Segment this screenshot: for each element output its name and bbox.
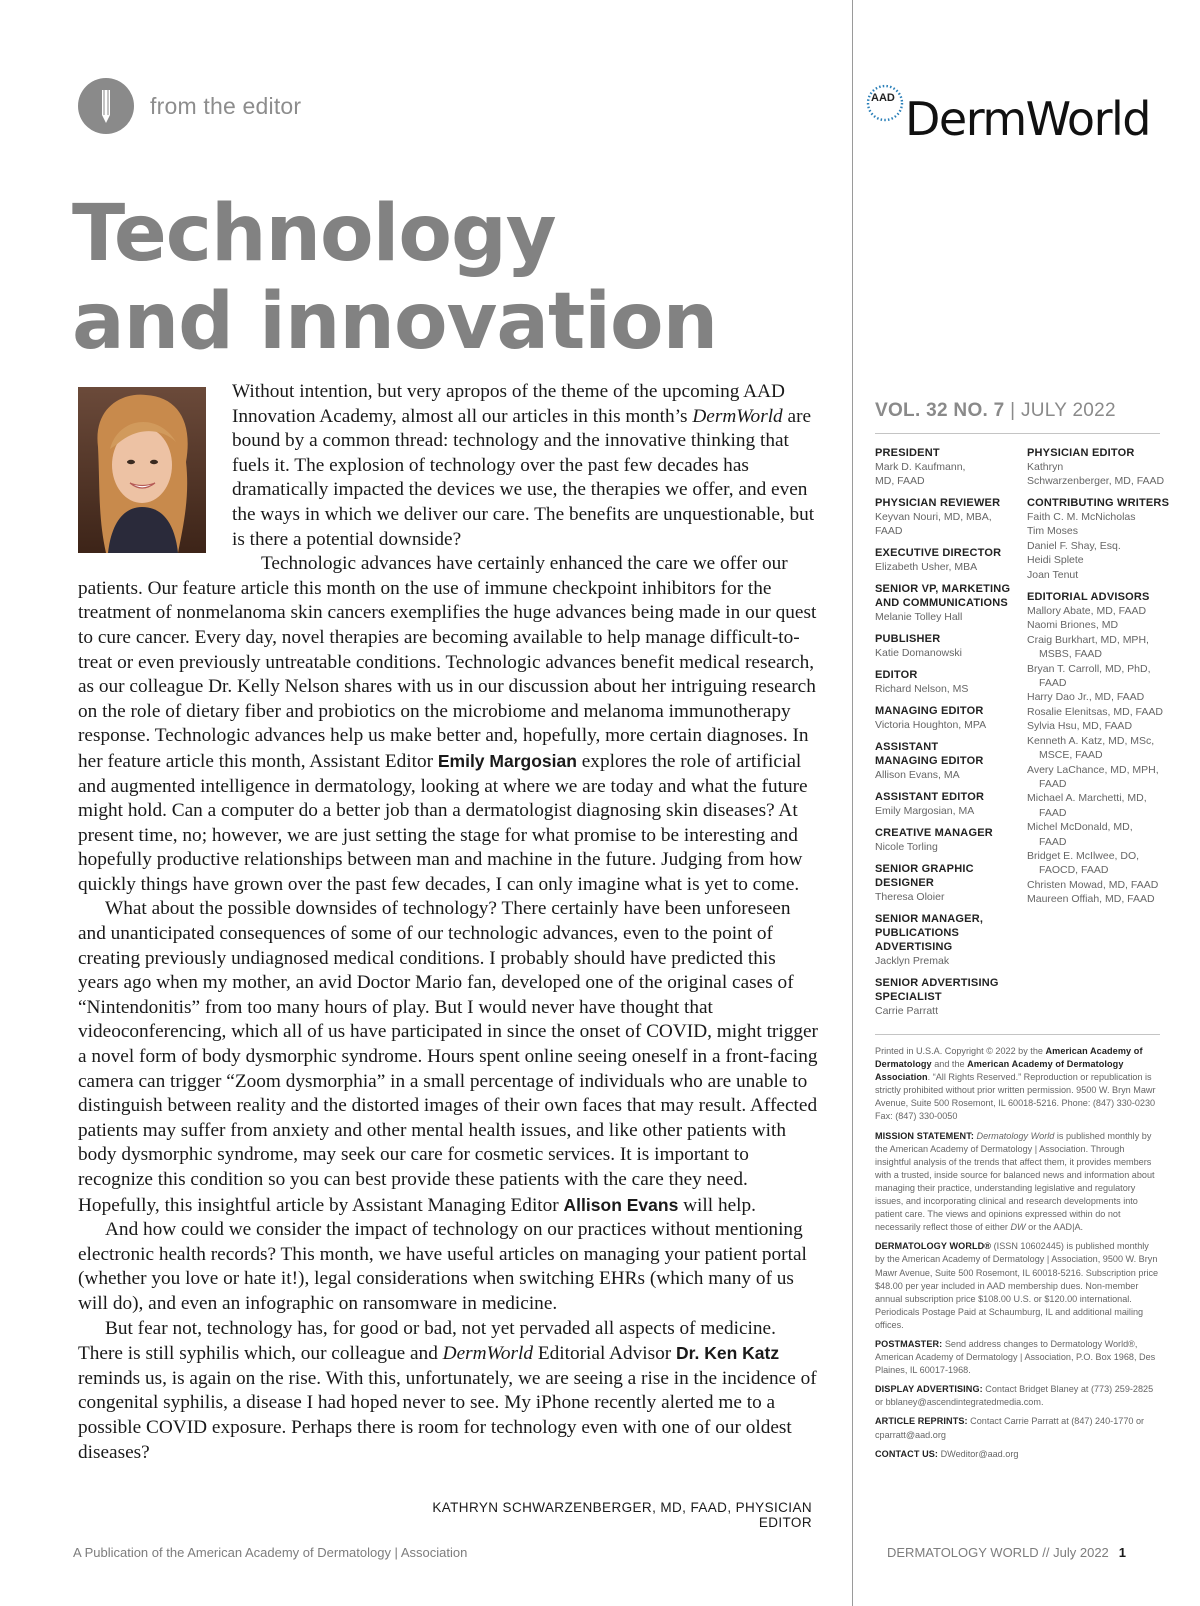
editorial-advisor: Sylvia Hsu, MD, FAAD [1027,720,1133,733]
masthead-role: EXECUTIVE DIRECTOR [875,547,1002,559]
masthead-name: Nicole Torling [875,841,938,853]
masthead-name: Katie Domanowski [875,647,962,659]
masthead-rule-top [875,433,1160,434]
editorial-advisor: FAAD [1039,677,1067,690]
editorial-advisor: FAAD [1039,777,1067,790]
masthead-role: SENIOR ADVERTISING SPECIALIST [875,977,999,1003]
author-signature: KATHRYN SCHWARZENBERGER, MD, FAAD, PHYSICIAN EDITOR [432,1500,812,1530]
role-editorial-advisors: EDITORIAL ADVISORS [1027,591,1150,604]
volume-issue: VOL. 32 NO. 7 | JULY 2022 [875,400,1116,421]
masthead-name: Elizabeth Usher, MBA [875,561,978,573]
section-header [78,78,301,134]
contributing-writer: Tim Moses [1027,525,1078,538]
legal-notice [875,1045,1160,1467]
contributing-writer: Faith C. M. McNicholas [1027,511,1136,523]
display-advertising-info: DISPLAY ADVERTISING: Contact Bridget Blaney at (773) 259-2825 or bblaney@ascendintegratedmedia.com. [875,1384,1154,1408]
editorial-advisor: Rosalie Elenitsas, MD, FAAD [1027,705,1163,718]
contributing-writer: Joan Tenut [1027,568,1079,581]
contributing-writer: Heidi Splete [1027,554,1084,567]
title-line-1: Technology [72,189,556,279]
editorial-advisor: Craig Burkhart, MD, MPH, [1027,633,1149,646]
masthead-staff-column [875,446,1025,1026]
column-divider [852,0,853,1606]
masthead-name: Emily Margosian, MA [875,805,975,817]
author-link-evans: Allison Evans [563,1194,679,1215]
article-reprints-info: ARTICLE REPRINTS: Contact Carrie Parratt at (847) 240-1770 or cparratt@aad.org [875,1416,1145,1440]
masthead-role: MANAGING EDITOR [875,705,984,717]
name-physician-editor: Kathryn Schwarzenberger, MD, FAAD [1027,461,1165,487]
contact-info: CONTACT US: DWeditor@aad.org [875,1448,1019,1459]
masthead-contributors-column [1027,446,1177,915]
masthead-name: Mark D. Kaufmann, MD, FAAD [875,461,966,487]
masthead-role: SENIOR MANAGER, PUBLICATIONS ADVERTISING [875,913,984,953]
masthead-role: ASSISTANT EDITOR [875,791,985,803]
footer-publisher: A Publication of the American Academy of Dermatology | Association [73,1545,468,1560]
masthead-role: SENIOR VP, MARKETING AND COMMUNICATIONS [875,583,1011,609]
paragraph-4: And how could we consider the impact of technology on our practices without mentioning electronic health records? This month, we have useful articles on managing your patient portal (whether you love or hate it!), legal considerations when switching EHRs (which many of us will do), and even an infographic on ransomware in medicine. [78,1219,807,1314]
paragraph-5: But fear not, technology has, for good or bad, not yet pervaded all aspects of medicine. There is still syphilis which, our colleague and DermWorld Editorial Advisor Dr. Ken Katz reminds us, is again on the rise. With this, unfortunately, we are seeing a rise in the incidence of congenital syphilis, a disease I had hoped never to see. My iPhone recently alerted me to a possible COVID exposure. Perhaps there is room for technology even with one of our oldest diseases? [78,1317,817,1463]
masthead-name: Allison Evans, MA [875,769,960,781]
editorial-advisors-list [1027,604,1177,907]
contributing-writers-list [1027,510,1177,582]
article-title [72,190,717,366]
author-link-katz: Dr. Ken Katz [676,1343,780,1364]
masthead-role: PRESIDENT [875,447,940,459]
editorial-advisor: Bryan T. Carroll, MD, PhD, [1027,662,1151,675]
role-contributing-writers: CONTRIBUTING WRITERS [1027,497,1170,509]
editorial-advisor: Michael A. Marchetti, MD, [1027,792,1147,805]
author-link-margosian: Emily Margosian [437,750,577,771]
contributing-writer: Daniel F. Shay, Esq. [1027,539,1121,552]
editorial-advisor: Avery LaChance, MD, MPH, [1027,763,1159,776]
editorial-advisor: MSCE, FAAD [1039,749,1103,762]
masthead-role: SENIOR GRAPHIC DESIGNER [875,863,974,889]
editorial-advisor: Harry Dao Jr., MD, FAAD [1027,691,1145,704]
copyright-notice: Printed in U.S.A. Copyright © 2022 by the American Academy of Dermatology and the American Academy of Dermatology Association. “All Rights Reserved.” Reproduction or republication is strictly prohibited without prior written permission. 9500 W. Bryn Mawr Avenue, Suite 500 Rosemont, IL 60018-5216. Phone: (847) 330-0230 Fax: (847) 330-0050 [875,1046,1156,1122]
editorial-advisor: Naomi Briones, MD [1027,619,1119,632]
mission-statement: MISSION STATEMENT: Dermatology World is published monthly by the American Academy of Dermatology | Association. Through insightful analysis of the trends that affect them, it provides members with a trusted, inside source for balanced news and information about managing their practice, understanding legislative and regulatory issues, and incorporating clinical and research developments into patient care. The views and opinions expressed within do not necessarily reflect those of either DW or the AAD|A. [875,1130,1155,1233]
brand-name: DermWorld [905,92,1150,146]
section-label: from the editor [150,92,302,119]
masthead-role: EDITOR [875,669,918,681]
editorial-advisor: Michel McDonald, MD, [1027,821,1133,834]
editorial-advisor: Maureen Offiah, MD, FAAD [1027,893,1155,906]
masthead-name: Keyvan Nouri, MD, MBA, FAAD [875,511,992,537]
editorial-advisor: FAAD [1039,806,1067,819]
postmaster-info: POSTMASTER: Send address changes to Dermatology World®, American Academy of Dermatology | Association, P.O. Box 1968, Des Plaines, IL 60017-1968. [875,1338,1156,1376]
paragraph-2: Technologic advances have certainly enhanced the care we offer our patients. Our feature article this month on the use of immune checkpoint inhibitors for the treatment of nonmelanoma skin cancers exemplifies the huge advances being made in our quest to cure cancer. Every day, novel therapies are becoming available to help manage difficult-to-treat or even previously untreatable conditions. Technologic advances benefit medical research, as our colleague Dr. Kelly Nelson shares with us in our discussion about her intriguing research on the role of dietary fiber and probiotics on the microbiome and melanoma immunotherapy response. Technologic advances help us make better and, hopefully, more certain diagnoses. In her feature article this month, Assistant Editor Emily Margosian explores the role of artificial and augmented intelligence in dermatology, looking at where we are today and what the future might hold. Can a computer do a better job than a dermatologist diagnosing skin diseases? At present time, no; however, we are just setting the stage for what promise to be interesting and hopefully productive relationships between man and machine in the future. Judging from how quickly things have grown over the past few decades, I can only imagine what is yet to come. [78,553,817,895]
masthead-name: Richard Nelson, MS [875,683,969,695]
article-body [78,380,818,1465]
paragraph-3: What about the possible downsides of technology? There certainly have been unforeseen and unanticipated consequences of some of our technologic advances, even to the point of creating previously undiagnosed medical conditions. I probably should have predicted this years ago when my mother, an avid Doctor Mario fan, developed one of the original cases of “Nintendonitis” from too many hours of play. But I would never have thought that videoconferencing, which all of us have participated in since the onset of COVID, might trigger a novel form of body dysmorphic syndrome. Hours spent online seeing oneself in a front-facing camera can trigger “Zoom dysmorphia” in a small percentage of individuals who are unable to distinguish between reality and the distorted images of their own faces that may result. Affected patients may suffer from anxiety and other mental health issues, and like other patients with body dysmorphic syndrome, may seek our care for cosmetic services. It is important to recognize this condition so you can best provide these patients with the care they need. Hopefully, this insightful article by Assistant Managing Editor Allison Evans will help. [78,898,818,1216]
publication-info: DERMATOLOGY WORLD® (ISSN 10602445) is published monthly by the American Academy of Dermatology | Association, 9500 W. Bryn Mawr Avenue, Suite 500 Rosemont, IL 60018-5216. Subscription price $48.00 per year included in AAD membership dues. Non-member annual subscription price $108.00 U.S. or $120.00 international. Periodicals Postage Paid at Schaumburg, IL and additional mailing offices. [875,1241,1159,1330]
editorial-advisor: FAAD [1039,835,1067,848]
masthead-role: PHYSICIAN REVIEWER [875,497,1001,509]
masthead-name: Jacklyn Premak [875,955,950,967]
masthead-rule-bottom [875,1034,1160,1035]
paragraph-1: Without intention, but very apropos of the theme of the upcoming AAD Innovation Academy, almost all our articles in this month’s DermWorld are bound by a common thread: technology and the innovative thinking that fuels it. The explosion of technology over the past few decades has dramatically impacted the devices we use, the therapies we offer, and even the ways in which we deliver our care. The benefits are unquestionable, but is there a potential downside? [232,381,815,550]
page-number: 1 [1118,1545,1127,1560]
masthead-name: Carrie Parratt [875,1005,939,1017]
editorial-advisor: Christen Mowad, MD, FAAD [1027,878,1159,891]
masthead-name: Melanie Tolley Hall [875,611,963,623]
role-physician-editor: PHYSICIAN EDITOR [1027,447,1135,459]
editorial-advisor: Bridget E. McIlwee, DO, [1027,849,1140,862]
masthead-role: ASSISTANT MANAGING EDITOR [875,741,984,767]
masthead-role: PUBLISHER [875,633,941,645]
editorial-advisor: Mallory Abate, MD, FAAD [1027,605,1147,618]
editorial-advisor: MSBS, FAAD [1039,648,1103,661]
footer-issue: DERMATOLOGY WORLD // July 2022 1 [887,1545,1127,1560]
masthead-name: Theresa Oloier [875,891,945,903]
editorial-advisor: Kenneth A. Katz, MD, MSc, [1027,734,1155,747]
editorial-advisor: FAOCD, FAAD [1039,864,1109,877]
masthead-role: CREATIVE MANAGER [875,827,993,839]
masthead-name: Victoria Houghton, MPA [875,719,987,731]
title-line-2: and innovation [72,277,718,367]
aad-badge-text: AAD [871,92,895,104]
dermworld-logo [865,78,1165,148]
pencil-icon [78,78,134,134]
